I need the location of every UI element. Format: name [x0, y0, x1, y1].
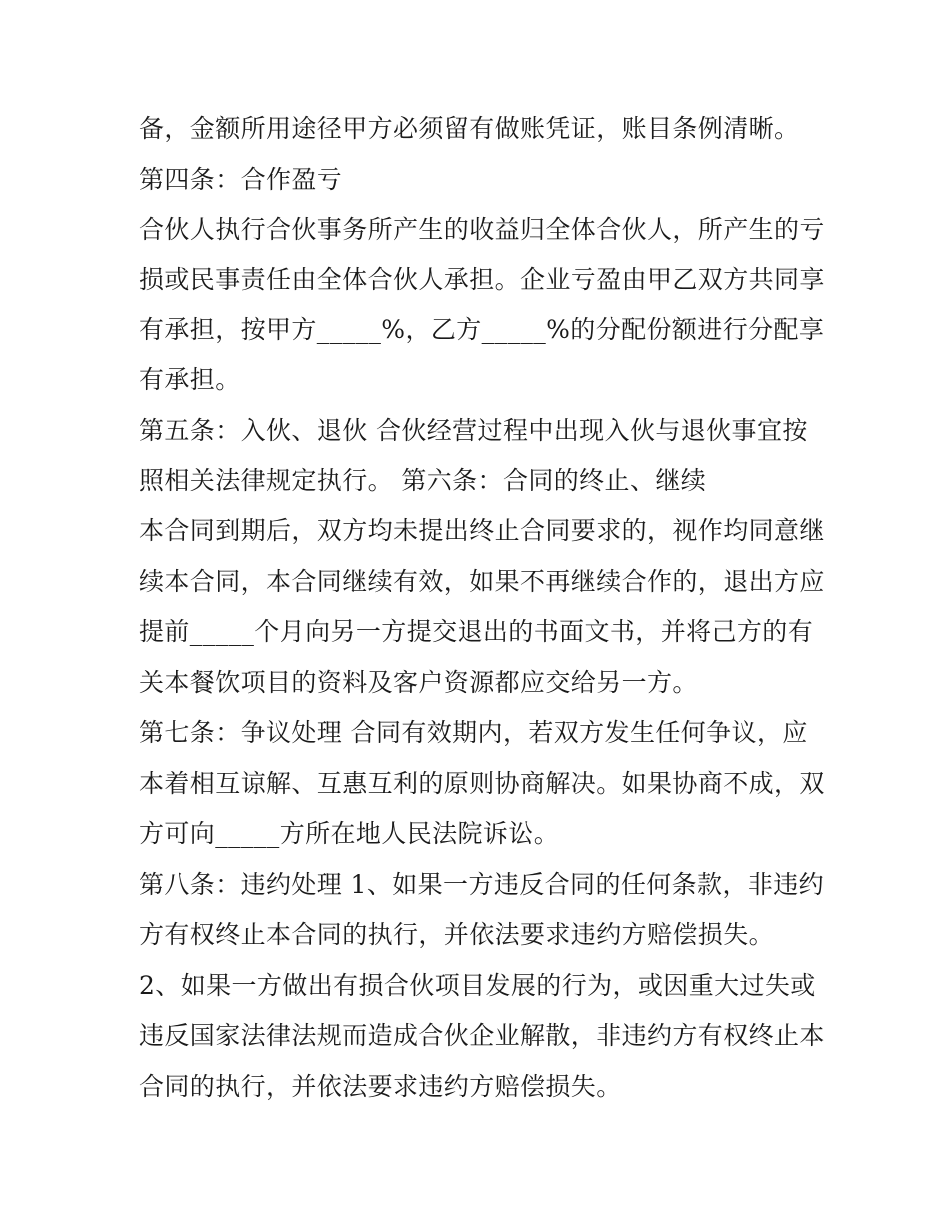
section-heading: 第八条：违约处理 1、如果一方违反合同的任何条款，非违约: [139, 870, 825, 899]
text-line: 本合同到期后，双方均未提出终止合同要求的，视作均同意继: [139, 516, 825, 545]
text-line: 本着相互谅解、互惠互利的原则协商解决。如果协商不成，双: [139, 769, 825, 798]
text-line: 方可向_____方所在地人民法院诉讼。: [139, 819, 560, 848]
section-heading: 第五条：入伙、退伙 合伙经营过程中出现入伙与退伙事宜按: [139, 416, 808, 445]
text-line: 合同的执行，并依法要求违约方赔偿损失。: [139, 1072, 622, 1101]
section-heading: 第七条：争议处理 合同有效期内，若双方发生任何争议，应: [139, 718, 808, 747]
text-line: 有承担，按甲方_____%，乙方_____%的分配份额进行分配享: [139, 315, 825, 344]
text-line: 损或民事责任由全体合伙人承担。企业亏盈由甲乙双方共同享: [139, 265, 825, 294]
text-line: 照相关法律规定执行。 第六条：合同的终止、继续: [139, 466, 707, 495]
text-line: 备，金额所用途径甲方必须留有做账凭证，账目条例清晰。: [139, 114, 800, 143]
text-line: 方有权终止本合同的执行，并依法要求违约方赔偿损失。: [139, 920, 775, 949]
text-line: 续本合同，本合同继续有效，如果不再继续合作的，退出方应: [139, 567, 825, 596]
text-line: 合伙人执行合伙事务所产生的收益归全体合伙人，所产生的亏: [139, 215, 825, 244]
section-heading: 第四条：合作盈亏: [139, 165, 343, 194]
text-line: 提前_____个月向另一方提交退出的书面文书，并将己方的有: [139, 617, 814, 646]
text-line: 违反国家法律法规而造成合伙企业解散，非违约方有权终止本: [139, 1021, 825, 1050]
text-line: 2、如果一方做出有损合伙项目发展的行为，或因重大过失或: [139, 971, 816, 1000]
text-line: 有承担。: [139, 365, 241, 394]
text-line: 关本餐饮项目的资料及客户资源都应交给另一方。: [139, 668, 698, 697]
